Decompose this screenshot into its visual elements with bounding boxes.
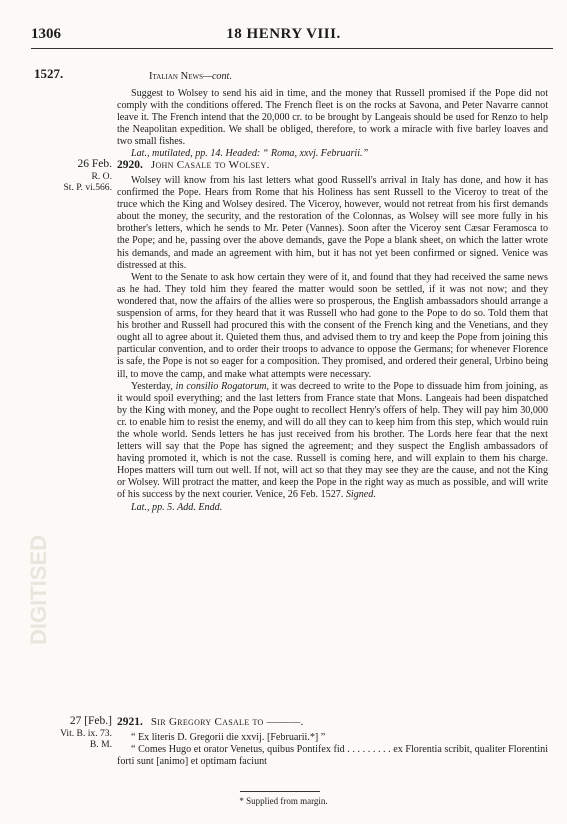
entry-2921-ref1: Vit. B. ix. 73. xyxy=(60,728,112,739)
year-heading: 1527. xyxy=(34,66,64,81)
footnote-rule xyxy=(240,791,320,792)
entry-2921-line-1: “ Ex literis D. Gregorii die xxvij. [Februarii.*] ” xyxy=(131,732,326,743)
italian-news-note: Lat., mutilated, pp. 14. Headed: “ Roma, xxvj. Februarii.” xyxy=(131,148,369,160)
entry-2920-para-3-lead: Yesterday, xyxy=(131,380,176,392)
entry-2921-date: 27 [Feb.] xyxy=(69,715,112,727)
italian-news-cont: —cont. xyxy=(202,71,232,82)
entry-2920-para-2: Went to the Senate to ask how certain they were of it, and found that they had received the same news as he had. They told him they feared the matter would soon be settled, if it was not now; and they wondered that, now the affairs of the allies were so prosperous, the English ambassadors should arrange a suspension of arms, for they heard that it was Russell who had gone to the Pope to do so. Told them that his brother and Russell had procured this with the consent of the French king and the Venetians, and they ought all to agree about it. Quieted them thus, and advised them to try and keep the Pope from joining this particular convention, and to order their troops to advance to oppose the Germans; for whenever Florence is safe, the Pope is not so eager for a composition. They promised, and ordered their general, Urbino being ill, to move the camp, and make what attempts were necessary. xyxy=(117,271,548,380)
entry-2920-para-3 xyxy=(117,381,548,502)
watermark-text: DIGITISED xyxy=(26,534,51,645)
entry-2920-margin xyxy=(16,159,112,193)
entry-2920-number: 2920. xyxy=(117,159,143,171)
entry-2921-margin xyxy=(16,716,112,750)
italian-news-body: Suggest to Wolsey to send his aid in time, and the money that Russell promised if the Pope did not comply with the conditions offered. The French fleet is on the rocks at Savona, and Peter Navarre cannot leave it. The French intend that the 20,000 cr. to be brought by Langeais should be used for Renzo to help the Neapolitan expedition. We shall be obliged, therefore, to work a miracle with five barley loaves and two small fishes. xyxy=(117,88,548,148)
entry-2920-heading xyxy=(117,159,548,171)
entry-2920-title: John Casale to Wolsey. xyxy=(150,159,270,171)
italian-news-section xyxy=(117,71,548,83)
entry-2920-date: 26 Feb. xyxy=(77,158,112,170)
entry-2920-para-1: Wolsey will know from his last letters what good Russell's arrival in Italy has done, and how it has confirmed the Pope. Hears from Rome that his Holiness has sent Russell to the Viceroy to treat of the truce which the King and Wolsey desired. The Viceroy, however, would not retreat from his first demands about the money, the security, and the restoration of the Colonnas, as Wolsey will see more fully in his brother's letters, which he sends to Mr. Peter (Vannes). Soon after the Viceroy sent Cæsar Feramosca to the Pope; and he, passing over the above demands, gave the Pope a blank sheet, on which the latter wrote his demands, and made an agreement with him, but it has not yet been confirmed or signed. Venice was distressed at this. xyxy=(117,175,548,271)
italian-news-body-block xyxy=(117,88,548,161)
running-title: 18 HENRY VIII. xyxy=(226,26,341,42)
entry-2921-ref2: B. M. xyxy=(89,739,112,750)
header-rule xyxy=(31,48,553,49)
entry-2921-body xyxy=(117,732,548,768)
entry-2920-ref1: R. O. xyxy=(91,171,112,182)
entry-2921-heading xyxy=(117,716,548,728)
entry-2920-body xyxy=(117,175,548,514)
entry-2920-ref2: St. P. vi.566. xyxy=(63,182,112,193)
entry-2920-para-3-rest: it was decreed to write to the Pope to dissuade him from joining, as it would spoil everything; and the last letters from France state that Mons. Langeais had been dispatched by the King with money, and the Pope ought to recollect Henry's offers of help. They will pay him 30,000 cr. to enable him to resist the enemy, and will do all they can to keep him from this step, which would ruin the whole world. Sends letters he has just received from his brother. The Lords here fear that the next letters will say that the Pope has signed the agreement; and they suspect the English ambassadors of having promoted it, which is not the case. Russell is coming here, and will explain to them his charge. Hopes matters will turn out well. If not, will act so that they may see they are the cause, and not the King or Wolsey. Will protract the matter, and keep the Pope in the right way as much as possible, and will write of his success by the next courier. Venice, 26 Feb. 1527. xyxy=(117,380,548,501)
italian-news-title: Italian News xyxy=(149,71,203,82)
entry-2920-signed: Signed. xyxy=(345,489,376,501)
entry-2921-title: Sir Gregory Casale to ———. xyxy=(150,716,304,728)
entry-2920-note: Lat., pp. 5. Add. Endd. xyxy=(131,501,223,513)
entry-2921-line-2: “ Comes Hugo et orator Venetus, quibus Pontifex fid . . . . . . . . . ex Florentia scribit, qualiter Florentini forti sunt [animo] et optimam faciunt xyxy=(117,744,548,768)
digitised-watermark xyxy=(6,420,64,650)
footnote: * Supplied from margin. xyxy=(239,796,328,806)
entry-2920-para-3-italic: in consilio Rogatorum, xyxy=(175,380,270,392)
page-number: 1306 xyxy=(31,26,61,42)
entry-2921-number: 2921. xyxy=(117,716,143,728)
